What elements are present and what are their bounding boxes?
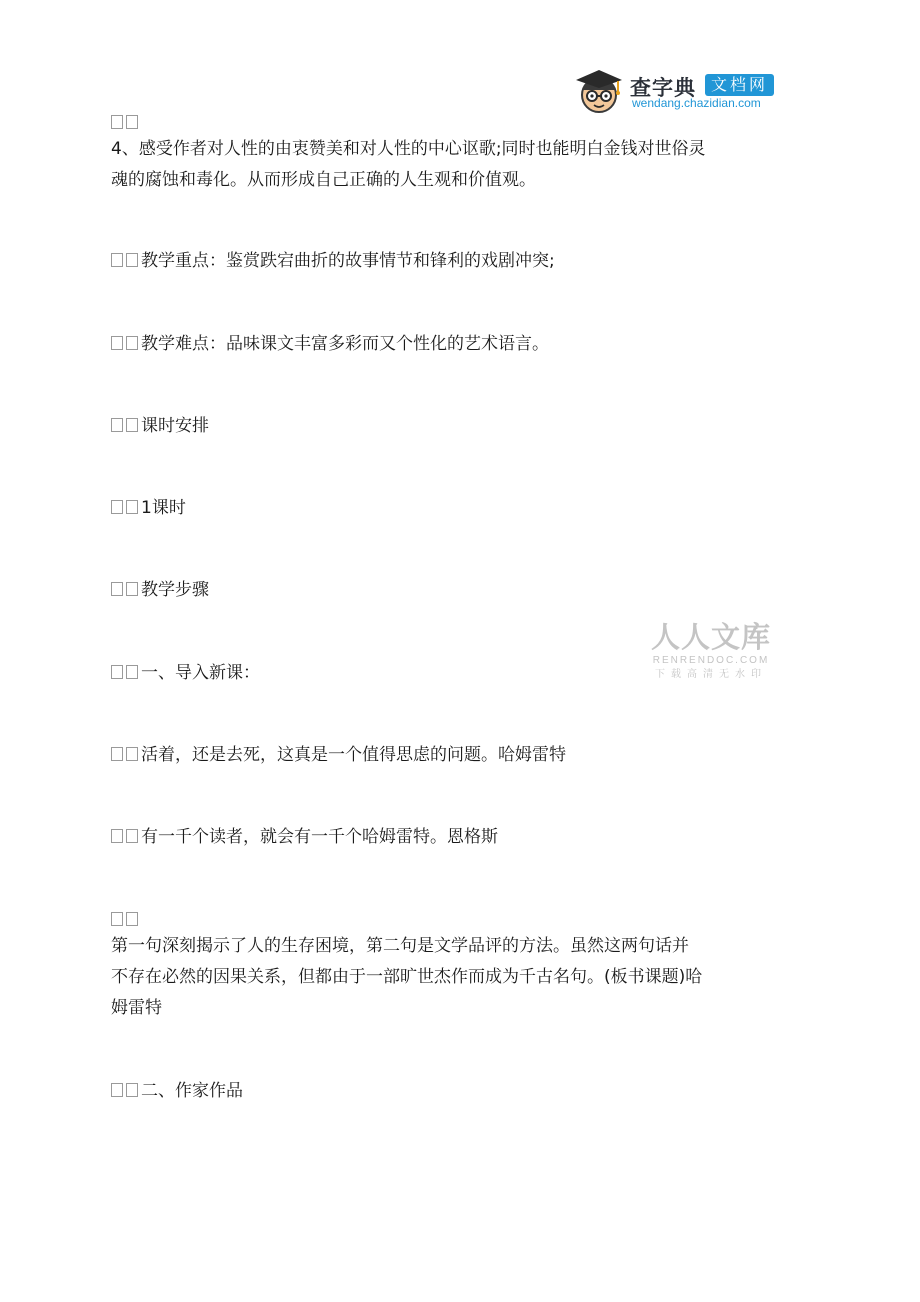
- missing-glyph-box: [111, 418, 123, 432]
- logo-badge: 文档网: [705, 74, 774, 96]
- text-line: 魂的腐蚀和毒化。从而形成自己正确的人生观和价值观。: [111, 170, 536, 190]
- steps-title: [111, 575, 811, 606]
- missing-glyph-box: [111, 747, 123, 761]
- schedule-value-text: 1课时: [141, 498, 186, 518]
- difficulty: [111, 329, 811, 360]
- missing-glyph-box: [111, 582, 123, 596]
- missing-glyph-box: [126, 336, 138, 350]
- text-line: 第一句深刻揭示了人的生存困境，第二句是文学品评的方法。虽然这两句话并: [111, 936, 689, 956]
- missing-glyph-box: [111, 115, 123, 129]
- missing-glyph-row: [111, 112, 811, 134]
- text-line: 不存在必然的因果关系，但都由于一部旷世杰作而成为千古名句。(板书课题)哈: [111, 967, 703, 987]
- schedule-title: [111, 411, 811, 442]
- intro-paragraph: [111, 909, 811, 1024]
- step-2: [111, 1076, 811, 1107]
- step-1: [111, 658, 811, 689]
- missing-glyph-box: [126, 253, 138, 267]
- missing-glyph-row: [111, 909, 811, 931]
- missing-glyph-box: [126, 418, 138, 432]
- missing-glyph-box: [126, 829, 138, 843]
- missing-glyph-box: [126, 665, 138, 679]
- watermark-title: 人人文库: [650, 620, 771, 654]
- steps-title-text: 教学步骤: [141, 580, 209, 600]
- watermark-domain: RENRENDOC.COM: [652, 655, 770, 666]
- schedule-value: [111, 493, 811, 524]
- watermark-subtitle: 下载高清无水印: [655, 669, 767, 680]
- missing-glyph-box: [126, 500, 138, 514]
- logo-url: wendang.chazidian.com: [632, 96, 761, 110]
- missing-glyph-box: [126, 582, 138, 596]
- missing-glyph-box: [126, 747, 138, 761]
- missing-glyph-box: [111, 912, 123, 926]
- missing-glyph-box: [111, 1083, 123, 1097]
- missing-glyph-box: [126, 1083, 138, 1097]
- quote-2-text: 有一千个读者，就会有一千个哈姆雷特。恩格斯: [141, 827, 498, 847]
- graduate-avatar-icon: [575, 68, 625, 114]
- logo-text: 查字典: [630, 76, 696, 100]
- quote-1: [111, 740, 811, 771]
- step-2-text: 二、作家作品: [141, 1081, 243, 1101]
- text-line: 姆雷特: [111, 998, 162, 1018]
- missing-glyph-box: [111, 829, 123, 843]
- quote-2: [111, 822, 811, 853]
- missing-glyph-box: [126, 115, 138, 129]
- text-line: 4、感受作者对人性的由衷赞美和对人性的中心讴歌;同时也能明白金钱对世俗灵: [111, 139, 706, 159]
- schedule-title-text: 课时安排: [141, 416, 209, 436]
- missing-glyph-box: [111, 336, 123, 350]
- site-logo[interactable]: [575, 66, 805, 116]
- key-point: [111, 246, 811, 277]
- objective-4: [111, 112, 811, 196]
- key-point-text: 教学重点：鉴赏跌宕曲折的故事情节和锋利的戏剧冲突;: [141, 251, 555, 271]
- difficulty-text: 教学难点：品味课文丰富多彩而又个性化的艺术语言。: [141, 334, 549, 354]
- missing-glyph-box: [111, 253, 123, 267]
- missing-glyph-box: [111, 665, 123, 679]
- quote-1-text: 活着，还是去死，这真是一个值得思虑的问题。哈姆雷特: [141, 745, 566, 765]
- missing-glyph-box: [126, 912, 138, 926]
- step-1-text: 一、导入新课：: [141, 663, 260, 683]
- missing-glyph-box: [111, 500, 123, 514]
